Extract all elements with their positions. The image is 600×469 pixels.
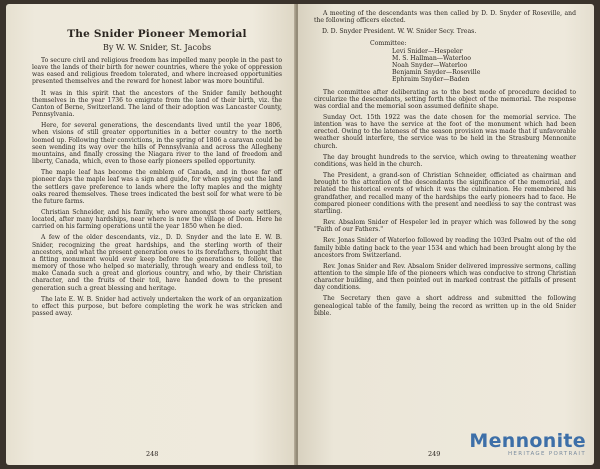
watermark-name: Mennonite <box>469 430 586 452</box>
article-title: The Snider Pioneer Memorial <box>67 28 247 40</box>
committee-list <box>392 48 576 84</box>
committee-heading: Committee: <box>370 39 407 47</box>
committee-member: Benjamin Snyder—Roseville <box>392 69 481 77</box>
right-page <box>298 4 594 465</box>
right-paragraph-4: The President, a grand-son of Christian Schneider, officiated as chairman and brought to the attention of the descendants the significance of the memorial, and related the historical events of which it was the culmination. He remembered his grandfather, and recalled many of the hardships the early pioneers had to face. He compared pioneer conditions with the present and needless to say the contrast was startling. <box>314 172 576 215</box>
right-paragraph-6: Rev. Jonas Snider of Waterloo followed by reading the 103rd Psalm out of the old family bible dating back to the year 1534 and which had been brought along by the ancestors from Switzerland. <box>314 237 576 259</box>
left-paragraph-3: Here, for several generations, the descendants lived until the year 1806, when visions of still greater opportunities in a better country to the north loomed up. Following their convictions, in the spring of 1806 a caravan could be seen wending its way over the hills of Pennsylvania and across the Allegheny mountains, and finally crossing the Niagara river to the land of freedom and liberty, Canada, which, even to those early pioneers spelled opportunity. <box>32 122 282 166</box>
committee-member: Levi Snider—Hespeler <box>392 47 463 55</box>
mennonite-heritage-watermark <box>469 431 586 457</box>
byline: By W. W. Snider, St. Jacobs <box>102 43 212 52</box>
right-paragraph-3: The day brought hundreds to the service, which owing to threatening weather conditions, was held in the church. <box>314 153 576 168</box>
right-page-number: 249 <box>428 450 441 458</box>
committee-member: M. S. Hallman—Waterloo <box>392 54 472 62</box>
left-page <box>6 4 296 465</box>
left-paragraph-6: A few of the older descendants, viz., D. D. Snyder and the late E. W. B. Snider, recognizing the great hardships, and the sterling worth of their ancestors, and what the present generation owes to its forefathers, thought that a fitting monument would ever keep before the generations to follow, the memory of those who helped so materially, through weary and endless toil, to make Canada such a great and glorious country, and who, by their Christian character, and the fruits of their toil, have handed down to the present generation such a great blessing and heritage. <box>32 234 282 292</box>
right-paragraph-1: The committee after deliberating as to the best mode of procedure decided to circularize the descendants, setting forth the object of the memorial. The response was cordial and the memorial soon assumed definite shape. <box>314 88 576 110</box>
left-paragraph-4: The maple leaf has become the emblem of Canada, and in those far off pioneer days the maple leaf was a sign and guide, for when spying out the land the settlers gave preference to lands where the lofty maples and the mighty oaks reared themselves. These trees indicated the best soil for what were to be the future farms. <box>32 169 282 205</box>
left-paragraph-1: To secure civil and religious freedom has impelled many people in the past to leave the lands of their birth for newer countries, where the yoke of oppression was eased and religious freedom tolerated, and where increased opportunities presented themselves and the reward for honest labor was more bountiful. <box>32 57 282 86</box>
officers-line: D. D. Snyder President. W. W. Snider Secy. Treas. <box>322 28 477 36</box>
right-intro: A meeting of the descendants was then called by D. D. Snyder of Roseville, and the following officers elected. <box>314 10 576 25</box>
committee-member: Ephraim Snyder—Baden <box>392 76 470 84</box>
left-paragraph-2: It was in this spirit that the ancestors of the Snider family bethought themselves in the year 1736 to emigrate from the land of their birth, viz. the Canton of Berne, Switzerland. The land of their adoption was Lancaster County, Pennsylvania. <box>32 89 282 119</box>
left-paragraph-5: Christian Schneider, and his family, who were amongst those early settlers, located, after many hardships, near where is now the village of Doon. Here he carried on his farming operations until the year 1850 when he died. <box>32 208 282 231</box>
right-paragraph-5: Rev. Absalom Snider of Hespeler led in prayer which was followed by the song "Faith of our Fathers." <box>314 219 576 234</box>
committee-member: Noah Snyder—Waterloo <box>392 61 468 69</box>
right-paragraph-7: Rev. Jonas Snider and Rev. Absalom Snider delivered impressive sermons, calling attention to the simple life of the pioneers which was conducive to strong Christian character building, and then pointed out in marked contrast the pitfalls of present day conditions. <box>314 262 576 292</box>
watermark-subtitle: HERITAGE PORTRAIT <box>507 451 586 457</box>
right-paragraph-8: The Secretary then gave a short address and submitted the following genealogical table of the family, being the record as written up in the old Snider bible. <box>314 295 576 317</box>
left-paragraph-7: The late E. W. B. Snider had actively undertaken the work of an organization to effect this purpose, but before completing the work he was stricken and passed away. <box>32 295 282 317</box>
right-paragraph-2: Sunday Oct. 15th 1922 was the date chosen for the memorial service. The intention was to have the service at the foot of the monument which had been erected. Owing to the lateness of the season provision was made that if unfavorable weather should interfere, the service was to be held in the Strasburg Mennonite church. <box>314 114 576 150</box>
left-page-number: 248 <box>146 450 159 458</box>
